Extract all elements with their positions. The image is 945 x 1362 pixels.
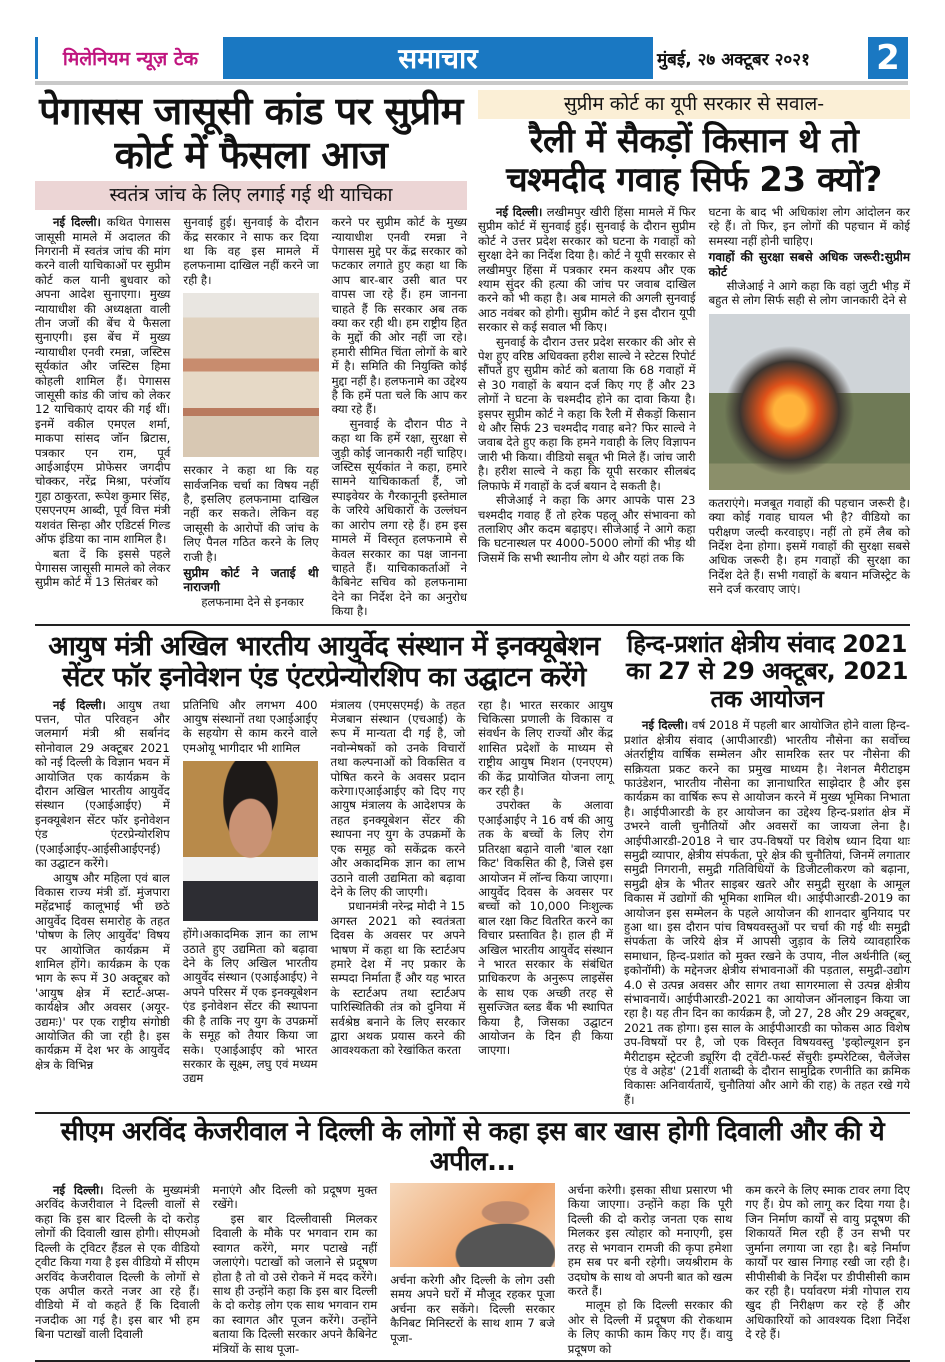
- lakhimpur-columns: [478, 205, 910, 597]
- paragraph: उपरोक्त के अलावा एआईआईए ने 16 वर्ष की आयु तक के बच्चों के लिए रोग प्रतिरक्षा बढ़ाने वाली 'बाल रक्षा किट' विकसित की है, जिसे इस आयोजन में लॉन्च किया जाएगा। आयुर्वेद दिवस के अवसर पर बच्चों को 10,000 निःशुल्क बाल रक्षा किट वितरित करने का विचार प्रस्तावित है। हाल ही में अखिल भारतीय आयुर्वेद संस्थान ने भारत सरकार के संबंधित प्राधिकरण के अनुरूप लाइसेंस के साथ एक अच्छी तरह से सुसज्जित ब्लड बैंक भी स्थापित किया है, जिसका उद्घाटन आयोजन के दिन ही किया जाएगा।: [478, 798, 613, 1058]
- paragraph: [35, 1183, 200, 1341]
- paragraph: इस बार दिल्लीवासी मिलकर दिवाली के मौके पर भगवान राम का स्वागत करेंगे, मगर पटाखे नहीं जलाएंगे। पटाखों को जलाने से प्रदूषण होता है तो वो उसे रोकने में मदद करेंगे। साथ ही उन्होंने कहा कि इस बार दिल्ली के दो करोड़ लोग एक साथ भगवान राम का स्वागत और पूजन करेंगे। उन्होंने बताया कि दिल्ली सरकार अपने कैबिनेट मंत्रियों के साथ पूजा-: [212, 1211, 378, 1356]
- paragraph: कम करने के लिए स्माक टावर लगा दिए गए हैं। ग्रेप को लागू कर दिया गया है। जिन निर्माण कार्यों से वायु प्रदूषण की शिकायतें मिल रही हैं उन सभी पर जुर्माना लगाया जा रहा है। बड़े निर्माण कार्यों पर खास निगाह रखी जा रही है। सीपीसीबी के निर्देश पर डीपीसीसी काम कर रही है। पर्यावरण मंत्री गोपाल राय खुद ही निरीक्षण कर रहे हैं और अधिकारियों को आवश्यक दिशा निर्देश दे रहे हैं।: [745, 1183, 910, 1342]
- pegasus-subhead: स्वतंत्र जांच के लिए लगाई गई थी याचिका: [35, 181, 467, 210]
- paragraph: रहा है। भारत सरकार आयुष चिकित्सा प्रणाली के विकास व संवर्धन के लिए राज्यों और केंद्र शासित प्रदेशों के माध्यम से राष्ट्रीय आयुष मिशन (एनएएम) की केंद्र प्रायोजित योजना लागू कर रही है।: [478, 697, 613, 799]
- lakhimpur-headline: रैली में सैकड़ों किसान थे तो चश्मदीद गवाह सिर्फ 23 क्यों?: [506, 120, 882, 200]
- paragraph: प्रतिनिधि और लगभग 400 आयुष संस्थानों तथा एआईआईए के सहयोग से काम करने वाले एमओयू भागीदार भी शामिल: [182, 697, 318, 755]
- paragraph: सुनवाई के दौरान पीठ ने कहा था कि हमें रक्षा, सुरक्षा से जुड़ी कोई जानकारी नहीं चाहिए। जस्टिस सूर्यकांत ने कहा, हमारे सामने याचिकाकर्ता हैं, जो स्पाइवेयर के गैरकानूनी इस्तेमाल के जरिये अधिकारों के उल्लंघन का आरोप लगा रहे हैं। हम इस मामले में विस्तृत हलफनामे से केवल सरकार का पक्ष जानना चाहते हैं। याचिकाकर्ताओं ने कैबिनेट सचिव को हलफनामा देने का निर्देश देने का अनुरोध किया है।: [331, 416, 467, 619]
- paragraph-text: कथित पेगासस जासूसी मामले में अदालत की निगरानी में स्वतंत्र जांच की मांग करने वाली याचिकाओं पर सुप्रीम कोर्ट कल यानी बुधवार को अपना आदेश सुनाएगा। मुख्य न्यायाधीश की अध्यक्षता वाली तीन जजों की बेंच ये फैसला सुनाएगी। इस बेंच में मुख्य न्यायाधीश एनवी रमन्ना, जस्टिस सूर्यकांत और जस्टिस हिमा कोहली शामिल हैं। पेगासस जासूसी कांड की जांच को लेकर 12 याचिकाएं दायर की गई थीं। इनमें वकील एमएल शर्मा, माकपा सांसद जॉन ब्रिटास, पत्रकार एन राम, पूर्व आईआईएम प्रोफेसर जगदीप चोक्कर, नरेंद्र मिश्रा, परंजॉय गुहा ठाकुरता, रूपेश कुमार सिंह, एसएनएम आब्दी, पूर्व वित्त मंत्री यशवंत सिन्हा और एडिटर्स गिल्ड ऑफ इंडिया का नाम शामिल है।: [35, 215, 171, 547]
- page-number: 2: [864, 37, 908, 79]
- kejriwal-column-3: [390, 1183, 555, 1345]
- iprd-headline: हिन्द-प्रशांत क्षेत्रीय संवाद 2021 का 27 से 29 अक्टूबर, 2021 तक आयोजन: [626, 629, 908, 713]
- paragraph: आयुष और महिला एवं बाल विकास राज्य मंत्री डॉ. मुंजपारा महेंद्रभाई कालूभाई भी छठे आयुर्वेद दिवस समारोह के तहत 'पोषण के लिए आयुर्वेद' विषय पर आयोजित कार्यक्रम में शामिल होंगे। कार्यक्रम के एक भाग के रूप में 30 अक्टूबर को 'आयुष क्षेत्र में स्टार्ट-अप्स- कार्यक्षेत्र और अवसर (अयूर-उद्यमः)' पर एक राष्ट्रीय संगोष्ठी आयोजित की जा रही है। इस कार्यक्रम में देश भर के आयुर्वेद क्षेत्र के विभिन्न: [35, 870, 170, 1072]
- dateline-lead: नई दिल्ली।: [53, 697, 106, 712]
- section-title: समाचार: [223, 37, 653, 79]
- lakhimpur-column-1: [478, 205, 696, 565]
- paragraph: सीजेआई ने कहा कि अगर आपके पास 23 चश्मदीद गवाह हैं तो हरेक पहलू और संभावना को तलाशिए और कदम बढ़ाइए। सीजेआई ने आगे कहा कि घटनास्थल पर 4000-5000 लोगों की भीड़ थी जिसमें कि सभी स्थानीय लोग थे और यहां तक कि: [478, 493, 696, 565]
- pegasus-column-1: [35, 215, 170, 590]
- section-subhead: गवाहों की सुरक्षा सबसे अधिक जरूरी:सुप्रीम कोर्ट: [708, 250, 910, 279]
- ayush-column-4: [478, 698, 613, 1058]
- paragraph: मंत्रालय (एमएसएमई) के तहत मेजबान संस्थान (एचआई) के रूप में मान्यता दी गई है, जो नवोन्मेषकों को उनके विचारों तथा कल्पनाओं को विकसित व पोषित करने के अवसर प्रदान करेगा।एआईआईए को दिए गए आयुष मंत्रालय के आदेशपत्र के तहत इनक्यूबेशन सेंटर की स्थापना नए युग के उपक्रमों के एक समूह को सकेंद्रक करने और अकादमिक ज्ञान का लाभ उठाने वाली उद्यमिता को बढ़ावा देने के लिए की जाएगी।: [330, 697, 466, 899]
- paragraph-text: लखीमपुर खीरी हिंसा मामले में फिर सुप्रीम कोर्ट में सुनवाई हुई। सुनवाई के दौरान सुप्रीम कोर्ट ने उत्तर प्रदेश सरकार को घटना के गवाहों को सुरक्षा देने का निर्देश दिया है। कोर्ट ने यूपी सरकार से लखीमपुर हिंसा में पत्रकार रमन कश्यप और एक श्याम सुंदर की हत्या की जांच पर जवाब दाखिल करने को भी कहा है। अब मामले की अगली सुनवाई आठ नवंबर को होगी। सुप्रीम कोर्ट ने इस दौरान यूपी सरकार से कई सवाल भी किए।: [478, 204, 696, 335]
- paragraph: मालूम हो कि दिल्ली सरकार की ओर से दिल्ली में प्रदूषण की रोकथाम के लिए काफी काम किए गए हैं। वायु प्रदूषण को: [567, 1298, 733, 1356]
- pegasus-column-2: [183, 215, 318, 609]
- masthead: [35, 37, 908, 79]
- paragraph-text: वर्ष 2018 में पहली बार आयोजित होने वाला हिन्द-प्रशांत क्षेत्रीय संवाद (आपीआरडी) भारतीय नौसेना का सर्वोच्च अंतर्राष्ट्रीय वार्षिक सम्मेलन और सामरिक स्तर पर नौसेना की सक्रियता प्रकट करने का प्रमुख माध्यम है। नेशनल मैरीटाइम फाउंडेशन, भारतीय नौसेना का ज्ञानाधारित साझेदार है और इस कार्यक्रम का वार्षिक रूप से आयोजन करने में मुख्य भूमिका निभाता है। आईपीआरडी के हर आयोजन का उद्देश्य हिन्द-प्रशांत क्षेत्र में उभरने वाली चुनौतियों और अवसरों का जायजा लेना है। आईपीआरडी-2018 ने चार उप-विषयों पर विशेष ध्यान दिया थाः समुद्री व्यापार, क्षेत्रीय संपर्कता, पूरे क्षेत्र की चुनौतियां, जिनमें लगातार समुद्री निगरानी, समुद्री गतिविधियों के डिजीटलीकरण को बढ़ाना, समुद्री क्षेत्र के भीतर साइबर खतरे और समुद्री सुरक्षा के आमूल विकास में उद्योगों की भूमिका शामिल थी। आईपीआरडी-2019 का आयोजन इस सम्मेलन के पहले आयोजन की शानदार बुनियाद पर हुआ था। इस दौरान पांच विषयवस्तुओं पर चर्चा की गई थीः समुद्री संपर्कता के जरिये क्षेत्र में आपसी जुड़ाव के लिये व्यावहारिक समाधान, हिन्द-प्रशांत को मुक्त रखने के उपाय, नील अर्थनीति (ब्लू इकोनॉमी) के मद्देनजर क्षेत्रीय संभावनाओं की पड़ताल, समुद्री-उद्योग 4.0 से उत्पन्न अवसर और सागर तथा सागरमाला से उत्पन्न क्षेत्रीय संभावनायें। आईपीआरडी-2021 का आयोजन ऑनलाइन किया जा रहा है। यह तीन दिन का कार्यक्रम है, जो 27, 28 और 29 अक्टूबर, 2021 तक होगा। इस साल के आईपीआरडी का फोकस आठ विशेष उप-विषयों पर है, जो एक विस्तृत विषयवस्तु 'इव्होल्यूशन इन मैरीटाइम स्ट्रेटजी ड्यूरिंग दी ट्वेंटी-फर्स्ट सेंचुरीः इम्परेटिव्स, चैलेंजेस एंड वे अहेड' (21वीं शताब्दी के दौरान सामुद्रिक रणनीति का क्रमिक विकासः अनिवार्यतायें, चुनौतियां और आगे की राह) के तहत रखे गये हैं।: [624, 718, 910, 1107]
- kejriwal-article: [35, 1114, 910, 1360]
- paragraph: बता दें कि इससे पहले पेगासस जासूसी मामले को लेकर सुप्रीम कोर्ट में 13 सितंबर को: [35, 546, 171, 590]
- paragraph: अर्चना करेगी और दिल्ली के लोग उसी समय अपने घरों में मौजूद रहकर पूजा अर्चना कर सकेंगे। दिल्ली सरकार कैनिबट मिनिस्टरों के साथ शाम 7 बजे पूजा-: [390, 1273, 555, 1345]
- top-stories-row: [35, 85, 910, 624]
- paragraph: करने पर सुप्रीम कोर्ट के मुख्य न्यायाधीश एनवी रमन्ना ने पेगासस मुद्दे पर केंद्र सरकार को फटकार लगाते हुए कहा था कि आप बार-बार उसी बात पर वापस जा रहे हैं। हम जानना चाहते हैं कि सरकार अब तक क्या कर रही थी। हम राष्ट्रीय हित के मुद्दों की ओर नहीं जा रहे। हमारी सीमित चिंता लोगों के बारे में है। समिति की नियुक्ति कोई मुद्दा नहीं है। हलफनामे का उद्देश्य है कि हमें पता चले कि आप कर क्या रहे हैं।: [331, 215, 467, 417]
- paragraph: [35, 698, 170, 871]
- newspaper-name: मिलेनियम न्यूज़ टेक: [35, 37, 223, 79]
- paragraph-text: दिल्ली के मुख्यमंत्री अरविंद केजरीवाल ने दिल्ली वालों से कहा कि इस बार दिल्ली के दो करोड़ लोगों की दिवाली खास होगी। सीएमओ दिल्ली के ट्विटर हैंडल से एक वीडियो ट्वीट किया गया है इस वीडियो में सीएम अरविंद केजरीवाल दिल्ली के लोगों से एक अपील करते नजर आ रहे हैं। वीडियो में वो कहते हैं कि दिवाली नजदीक आ गई है। इस बार भी हम बिना पटाखों वाली दिवाली: [35, 1183, 200, 1342]
- paragraph: घटना के बाद भी अधिकांश लोग आंदोलन कर रहे हैं। तो फिर, इन लोगों की पहचान में कोई समस्या नहीं होनी चाहिए।: [708, 204, 910, 248]
- paragraph: प्रधानमंत्री नरेन्द्र मोदी ने 15 अगस्त 2021 को स्वतंत्रता दिवस के अवसर पर अपने भाषण में कहा था कि स्टार्टअप हमारे देश में नए प्रकार के सम्पदा निर्माता हैं और यह भारत के स्टार्टअप तथा स्टार्टअप पारिस्थितिकी तंत्र को दुनिया में सर्वश्रेष्ठ बनाने के लिए सरकार द्वारा अथक प्रयास करने की आवश्यकता को रेखांकित करता: [330, 899, 466, 1058]
- paragraph: सुनवाई के दौरान उत्तर प्रदेश सरकार की ओर से पेश हुए वरिष्ठ अधिवक्ता हरीश साल्वे ने स्टेटस रिपोर्ट सौंपते हुए सुप्रीम कोर्ट को बताया कि 68 गवाहों में से 30 गवाहों के बयान दर्ज किए गए हैं और 23 लोगों ने घटना के चश्मदीद होने का दावा किया है। इसपर सुप्रीम कोर्ट ने कहा कि रैली में सैकड़ों किसान थे और सिर्फ 23 चश्मदीद गवाह बने? फिर साल्वे ने जवाब देते हुए कहा कि हमने गवाही के लिए विज्ञापन जारी भी किया। वीडियो सबूत भी मिले हैं। जांच जारी है। हरीश साल्वे ने कहा कि यूपी सरकार सीलबंद लिफाफे में गवाहों के दर्ज बयान दे सकती है।: [478, 334, 696, 493]
- supreme-court-photo: [183, 293, 318, 457]
- ayush-column-3: [331, 698, 466, 1058]
- section-subhead: सुप्रीम कोर्ट ने जताई थी नाराजगी: [183, 566, 319, 595]
- paragraph: [478, 205, 696, 335]
- kejriwal-column-2: [213, 1183, 378, 1356]
- ayush-column-2: [183, 698, 318, 1086]
- kejriwal-columns: [35, 1183, 910, 1356]
- ayush-column-1: [35, 698, 170, 1073]
- paragraph: सुनवाई हुई। सुनवाई के दौरान केंद्र सरकार ने साफ कर दिया था कि वह इस मामले में हलफनामा दाखिल नहीं करने जा रही है।: [183, 215, 319, 287]
- ayush-columns: [35, 698, 613, 1086]
- iprd-columns: [624, 718, 910, 1107]
- paragraph: अर्चना करेगी। इसका सीधा प्रसारण भी किया जाएगा। उन्होंने कहा कि पूरी दिल्ली की दो करोड़ जनता एक साथ मिलकर इस त्योहार को मनाएगी, इस तरह से भगवान रामजी की कृपा हमेशा हम सब पर बनी रहेगी। जयश्रीराम के उदघोष के साथ वो अपनी बात को खत्म करते हैं।: [567, 1183, 733, 1298]
- pegasus-column-3: [332, 215, 467, 618]
- lakhimpur-column-2: [709, 205, 910, 597]
- kejriwal-video-still: [390, 1183, 555, 1267]
- ayush-article: [35, 631, 613, 1086]
- iprd-body: [624, 718, 910, 1107]
- ayush-headline: आयुष मंत्री अखिल भारतीय आयुर्वेद संस्थान में इनक्यूबेशन सेंटर फॉर इनोवेशन एंड एंटरप्रेन्योरशिप का उद्घाटन करेंगे: [48, 630, 600, 693]
- dateline-lead: नई दिल्ली।: [53, 215, 101, 230]
- pegasus-columns: [35, 215, 467, 618]
- lakhimpur-kicker: सुप्रीम कोर्ट का यूपी सरकार से सवाल-: [478, 90, 910, 119]
- iprd-article: [624, 631, 910, 1108]
- paragraph: मनाएंगे और दिल्ली को प्रदूषण मुक्त रखेंगे।: [212, 1183, 378, 1212]
- paragraph: [35, 215, 170, 546]
- paragraph: सरकार ने कहा था कि यह सार्वजनिक चर्चा का विषय नहीं है, इसलिए हलफनामा दाखिल नहीं कर सकते। लेकिन वह जासूसी के आरोपों की जांच के लिए पैनल गठित करने के लिए राजी है।: [183, 463, 319, 564]
- burning-car-photo: [709, 314, 910, 490]
- paragraph: कतराएंगे। मजबूत गवाहों की पहचान जरूरी है। क्या कोई गवाह घायल भी है? वीडियो का परीक्षण जल्दी करवाइए। नहीं तो हमें लैब को निर्देश देना होगा। इसमें गवाहों की सुरक्षा सबसे अधिक जरूरी है। हम गवाहों की सुरक्षा का निर्देश देते हैं। सभी गवाहों के बयान मजिस्ट्रेट के सने दर्ज करवाए जाएं।: [708, 495, 910, 597]
- minister-portrait-photo: [183, 761, 318, 921]
- dateline: मुंबई, २७ अक्टूबर २०२१: [657, 49, 810, 70]
- kejriwal-headline: सीएम अरविंद केजरीवाल ने दिल्ली के लोगों से कहा इस बार खास होगी दिवाली और की ये अपील...: [60, 1117, 885, 1178]
- kejriwal-column-5: [745, 1183, 910, 1341]
- dateline-lead: नई दिल्ली।: [53, 1183, 104, 1198]
- middle-stories-row: [35, 626, 910, 1113]
- dateline-lead: नई दिल्ली।: [642, 718, 689, 733]
- pegasus-headline: पेगासस जासूसी कांड पर सुप्रीम कोर्ट में फैसला आज: [39, 89, 463, 177]
- lakhimpur-article: [478, 90, 910, 597]
- dateline-lead: नई दिल्ली।: [496, 204, 543, 219]
- kejriwal-column-1: [35, 1183, 200, 1341]
- paragraph: [624, 718, 910, 1107]
- paragraph-text: आयुष तथा पत्तन, पोत परिवहन और जलमार्ग मंत्री श्री सर्बानंद सोनोवाल 29 अक्टूबर 2021 को नई दिल्ली के विज्ञान भवन में आयोजित एक कार्यक्रम के दौरान अखिल भारतीय आयुर्वेद संस्थान (एआईआईए) में इनक्यूबेशन सेंटर फॉर इनोवेशन एंड एंटरप्रेन्योरशिप (एआईआईए-आईसीआईएनई) का उद्घाटन करेंगे।: [35, 697, 170, 871]
- kejriwal-column-4: [568, 1183, 733, 1356]
- paragraph: होंगे।अकादमिक ज्ञान का लाभ उठाते हुए उद्यमिता को बढ़ावा देने के लिए अखिल भारतीय आयुर्वेद संस्थान (एआईआईए) ने अपने परिसर में एक इनक्यूबेशन एंड इनोवेशन सेंटर की स्थापना की है ताकि नए युग के उपक्रमों के समूह को तैयार किया जा सके। एआईआईए को भारत सरकार के सूक्ष्म, लघु एवं मध्यम उद्यम: [182, 927, 318, 1086]
- paragraph: सीजेआई ने आगे कहा कि वहां जुटी भीड़ में बहुत से लोग सिर्फ सही से लोग जानकारी देने से: [708, 279, 910, 308]
- pegasus-article: [35, 90, 467, 619]
- paragraph: हलफनामा देने से इनकार: [201, 594, 304, 609]
